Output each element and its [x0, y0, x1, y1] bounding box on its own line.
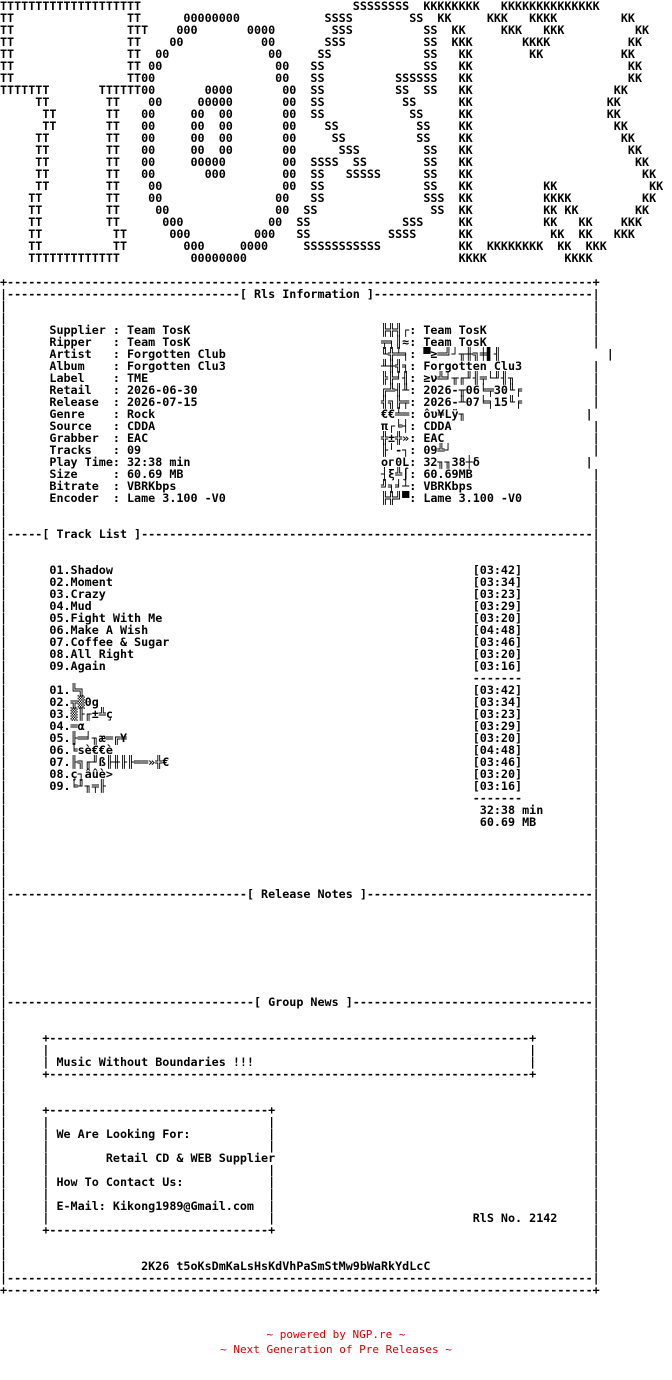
footer-tagline: ~ Next Generation of Pre Releases ~ — [220, 1343, 452, 1356]
footer-powered-by: ~ powered by NGP.re ~ — [266, 1328, 406, 1341]
footer — [0, 1327, 672, 1357]
nfo-text: TTTTTTTTTTTTTTTTTTTT SSSSSSSS KKKKKKKK KKKKKKKKKKKKKK TT TT 00000000 SSSS SS KK KKK KKKK KK TT TTT 000 0000 SSS SS KK KKK KKK KK TT TT 00 00 SSS SS KKK KKKK KK TT TT 00 00 SS SS KK KK KK TT TT 00 00 SS SS KK KK TT TT00 00 SS SSSSSS KK KK TTTTTTT TTTTTT00 0000 00 SS SS SS KK KK TT TT 00 00000 00 SS SS KK KK TT TT 00 00 00 00 SS SS KK KK TT TT 00 00 00 00 SS SS KK KK TT TT 00 00 00 00 SS SS KK KK TT TT 00 00 00 00 SSS SS KK KK TT TT 00 00000 00 SSSS SS SS KK KK TT TT 00 000 00 SS SSSSS SS KK KK TT TT 00 00 SS SS KK KK KK TT TT 00 00 SS SSS KK KKKK KK TT TT 00 00 SS SS KK KK KK KK TT TT 000 00 SS SSS KK KK KK KKK TT TT 000 000 SS SSSS KK KK KK KKK TT TT 000 0000 SSSSSSSSSSS KK KKKKKKKK KK KKK TTTTTTTTTTTTT 00000000 KKKK KKKK +-----------------------------------------------------------------------------------+ |---------------------------------[ Rls Information ]-------------------------------| | | | | | Supplier : Team TosK ╠╬╣┌: Team TosK | | Ripper : Team TosK ╤╕║≈: Team TosK | | Artist : Forgotten Club ╙╬╧╕: ▀≥═╝┘╥╫╗╪▌╢ | | Album : Forgotten Clu3 ╨╫╣╕: Forgotten Clu3 | | Label : TME ╠╠╛╢: ≥ν╩╛╥╓╜╢╤└╜╢╖ | | Retail : 2026-06-30 ╔╩╢╨: 2026-╥06╘╤30╙╒ | | Release : 2026-07-15 ╣╗╠╤: 2026-╨07╘╕15╙╒ | | Genre : Rock €€╧═: ôυ¥Lÿ╖ | | Source : CDDA π┌╘┤: CDDA | | Grabber : EAC ╬±╬»: EAC | | Tracks : 09 ╟╵-┐: 09╩┘ | | Play Time: 32:38 min ог0L: 32╖╖38┼δ | | Size : 60.69 MB ┤ξ╩∫: 60.69MB | | Bitrate : VBRKbps ╝╕╛┴: VBRKbps | | Encoder : Lame 3.100 -V0 ╠╬╝▀: Lame 3.100 -V0 | | | | | |-----[ Track List ]----------------------------------------------------------------| | | | | | 01.Shadow [03:42] | | 02.Moment [03:34] | | 03.Crazy [03:23] | | 04.Mud [03:29] | | 05.Fight With Me [03:20] | | 06.Make A Wish [04:48] | | 07.Coffee & Sugar [03:46] | | 08.All Right [03:20] | | 09.Again [03:16] | | ------- | | 01.╚╗ [03:42] | | 02.╦▒0g [03:34] | | 03.▒╟╓±╩ç [03:23] | | 04.═α [03:29] | | 05.╟═╛╖æ═╔¥ [03:20] | | 06.╘sè€€è [04:48] | | 07.╟╗╓╜ß╟╫╟╟══»╬€ [03:46] | | 08.ç┐âûè> [03:20] | | 09.╘╜╖╤╟ [03:16] | | ------- | | 32:38 min | | 60.69 MB | | | | | | | | | | | |----------------------------------[ Release Notes ]--------------------------------| | | | | | | | | | | | | | | | | |-----------------------------------[ Group News ]----------------------------------| | | | | | +--------------------------------------------------------------------+ | | | | | | | Music Without Boundaries !!! | | | +--------------------------------------------------------------------+ | | | | | | +-------------------------------+ | | | | | | | We Are Looking For: | | | | | | | | Retail CD & WEB Supplier | | | | | | | How To Contact Us: | | | | | | | | E-Mail: Kikong1989@Gmail.com | | | | | RlS No. 2142 | | +-------------------------------+ | | | | | | 2K26 t5oKsDmKaLsHsKdVhPaSmStMw9bWaRkYdLcC | |-----------------------------------------------------------------------------------| +-----------------------------------------------------------------------------------+ — [0, 0, 664, 1297]
